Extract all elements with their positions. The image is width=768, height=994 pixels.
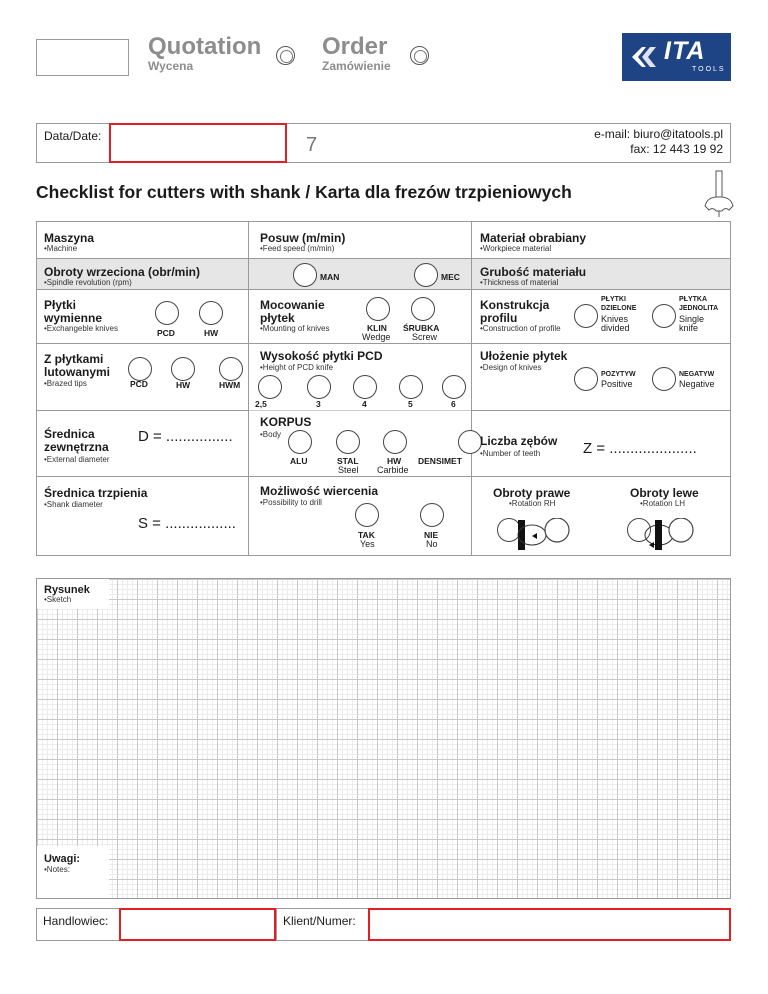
brazed-tips-label-1: Z płytkami — [44, 352, 104, 366]
feed-speed-sublabel: •Feed speed (m/min) — [260, 244, 335, 253]
rotation-lh-icon — [635, 518, 695, 552]
feed-speed-label: Posuw (m/min) — [260, 231, 346, 245]
knives-pcd-label: PCD — [157, 328, 175, 338]
mounting-label-1: Mocowanie — [260, 298, 325, 312]
single-knife-label-2: JEDNOLITA — [679, 305, 719, 312]
thickness-sublabel: •Thickness of material — [480, 278, 559, 287]
height-2-5-label: 2,5 — [255, 399, 267, 409]
body-steel-checkbox[interactable] — [336, 430, 360, 454]
spindle-revolution-sublabel: •Spindle revolution (rpm) — [44, 278, 132, 287]
height-4-label: 4 — [362, 399, 367, 409]
machine-sublabel: •Machine — [44, 244, 78, 253]
brazed-tips-sublabel: •Brazed tips — [44, 379, 87, 388]
screw-label: ŚRUBKA — [403, 323, 440, 333]
wedge-checkbox[interactable] — [366, 297, 390, 321]
drill-possibility-sublabel: •Possibility to drill — [260, 498, 322, 507]
external-diameter-field[interactable]: D = ................ — [138, 428, 233, 445]
body-alu-checkbox[interactable] — [288, 430, 312, 454]
sketch-sublabel: •Sketch — [44, 595, 72, 604]
man-checkbox[interactable] — [293, 263, 317, 287]
profile-construction-label-2: profilu — [480, 311, 518, 325]
negative-label: NEGATYW — [679, 371, 715, 378]
brazed-hw-checkbox[interactable] — [171, 357, 195, 381]
drill-yes-sublabel: Yes — [360, 539, 375, 549]
document-number: 7 — [306, 134, 318, 156]
order-subtitle: Zamówienie — [322, 59, 391, 73]
body-densimet-label: DENSIMET — [418, 456, 462, 466]
drill-possibility-label: Możliwość wiercenia — [260, 484, 379, 498]
knives-divided-checkbox[interactable] — [574, 304, 598, 328]
brazed-hwm-checkbox[interactable] — [219, 357, 243, 381]
rotation-lh-label: Obroty lewe — [630, 486, 699, 500]
body-densimet-checkbox[interactable] — [458, 430, 482, 454]
height-6-checkbox[interactable] — [442, 375, 466, 399]
date-input[interactable] — [109, 123, 287, 163]
brazed-pcd-label: PCD — [130, 379, 148, 389]
fax-text: fax: 12 443 19 92 — [630, 142, 723, 156]
body-carbide-label: HW — [387, 456, 402, 466]
salesperson-input[interactable] — [119, 908, 276, 941]
height-2-5-checkbox[interactable] — [258, 375, 282, 399]
quotation-checkbox[interactable] — [276, 46, 295, 65]
exchangeable-knives-label-2: wymienne — [44, 311, 103, 325]
single-knife-sublabel-1: Single — [679, 314, 705, 324]
body-label: KORPUS — [260, 415, 312, 429]
rotation-rh-label: Obroty prawe — [493, 486, 571, 500]
knives-pcd-checkbox[interactable] — [155, 301, 179, 325]
external-diameter-label-2: zewnętrzna — [44, 440, 109, 454]
knives-hw-checkbox[interactable] — [199, 301, 223, 325]
knives-divided-sublabel-2: divided — [601, 323, 630, 333]
rotation-rh-icon — [515, 518, 575, 552]
order-checkbox[interactable] — [410, 46, 429, 65]
positive-checkbox[interactable] — [574, 367, 598, 391]
single-knife-checkbox[interactable] — [652, 304, 676, 328]
spindle-revolution-label: Obroty wrzeciona (obr/min) — [44, 265, 201, 279]
brazed-hwm-label: HWM — [219, 380, 241, 390]
knife-design-label: Ułożenie płytek — [480, 349, 568, 363]
teeth-count-label: Liczba zębów — [480, 434, 558, 448]
mounting-label-2: płytek — [260, 311, 295, 325]
screw-sublabel: Screw — [412, 332, 438, 342]
email-text: e-mail: biuro@itatools.pl — [594, 127, 723, 141]
height-5-checkbox[interactable] — [399, 375, 423, 399]
drill-no-sublabel: No — [426, 539, 438, 549]
drill-yes-checkbox[interactable] — [355, 503, 379, 527]
rotation-rh-sublabel: •Rotation RH — [509, 499, 556, 508]
brazed-pcd-checkbox[interactable] — [128, 357, 152, 381]
sketch-label: Rysunek — [44, 584, 90, 596]
wedge-label: KLIN — [367, 323, 387, 333]
shank-diameter-label: Średnica trzpienia — [44, 486, 148, 500]
height-6-label: 6 — [451, 399, 456, 409]
drill-no-checkbox[interactable] — [420, 503, 444, 527]
logo-text: ITA — [664, 37, 706, 65]
sketch-grid[interactable] — [36, 578, 731, 899]
wedge-sublabel: Wedge — [362, 332, 391, 342]
exchangeable-knives-label-1: Płytki — [44, 298, 77, 312]
body-sublabel: •Body — [260, 430, 282, 439]
date-label: Data/Date: — [44, 129, 102, 143]
mec-label: MEC — [441, 272, 460, 282]
workpiece-material-label: Materiał obrabiany — [480, 231, 587, 245]
pcd-height-label: Wysokość płytki PCD — [260, 349, 383, 363]
logo-placeholder-box — [36, 39, 129, 76]
body-carbide-sublabel: Carbide — [377, 465, 409, 475]
knife-design-sublabel: •Design of knives — [480, 363, 542, 372]
height-5-label: 5 — [408, 399, 413, 409]
thickness-label: Grubość materiału — [480, 265, 587, 279]
external-diameter-label-1: Średnica — [44, 427, 95, 441]
profile-construction-sublabel: •Construction of profile — [480, 324, 561, 333]
body-carbide-checkbox[interactable] — [383, 430, 407, 454]
height-3-checkbox[interactable] — [307, 375, 331, 399]
drill-no-label: NIE — [424, 530, 439, 540]
exchangeable-knives-sublabel: •Exchangeble knives — [44, 324, 118, 333]
body-steel-label: STAL — [337, 456, 359, 466]
profile-construction-label-1: Konstrukcja — [480, 298, 550, 312]
notes-label: Uwagi: — [44, 853, 81, 865]
negative-checkbox[interactable] — [652, 367, 676, 391]
positive-sublabel: Positive — [601, 379, 633, 389]
salesperson-label: Handlowiec: — [43, 914, 109, 928]
client-number-input[interactable] — [368, 908, 731, 941]
quotation-title: Quotation — [148, 33, 262, 60]
knives-divided-sublabel-1: Knives — [601, 314, 629, 324]
machine-label: Maszyna — [44, 231, 95, 245]
positive-label: POZYTYW — [601, 371, 636, 378]
body-steel-sublabel: Steel — [338, 465, 359, 475]
teeth-count-sublabel: •Number of teeth — [480, 449, 541, 458]
screw-checkbox[interactable] — [411, 297, 435, 321]
mounting-sublabel: •Mounting of knives — [260, 324, 330, 333]
shank-diameter-sublabel: •Shank diameter — [44, 500, 103, 509]
pcd-height-sublabel: •Height of PCD knife — [260, 363, 334, 372]
height-4-checkbox[interactable] — [353, 375, 377, 399]
single-knife-sublabel-2: knife — [679, 323, 699, 333]
logo-subtext: TOOLS — [692, 66, 726, 73]
brazed-hw-label: HW — [176, 380, 191, 390]
logo-star-icon — [630, 43, 658, 71]
knives-divided-label-2: DZIELONE — [601, 305, 637, 312]
ita-tools-logo — [622, 33, 731, 81]
workpiece-material-sublabel: •Workpiece material — [480, 244, 552, 253]
drill-yes-label: TAK — [358, 530, 375, 540]
body-alu-label: ALU — [290, 456, 308, 466]
quotation-subtitle: Wycena — [148, 59, 194, 73]
single-knife-label-1: PŁYTKA — [679, 296, 707, 303]
page-title: Checklist for cutters with shank / Karta dla frezów trzpieniowych — [36, 182, 572, 202]
brazed-tips-label-2: lutowanymi — [44, 365, 111, 379]
height-3-label: 3 — [316, 399, 321, 409]
order-title: Order — [322, 33, 388, 60]
knives-hw-label: HW — [204, 328, 219, 338]
shank-cutter-icon — [703, 170, 735, 218]
external-diameter-sublabel: •External diameter — [44, 455, 110, 464]
man-label: MAN — [320, 272, 340, 282]
shank-diameter-field[interactable]: S = ................. — [138, 515, 236, 532]
client-number-label: Klient/Numer: — [283, 914, 356, 928]
knives-divided-label-1: PŁYTKI — [601, 296, 626, 303]
notes-sublabel: •Notes: — [44, 865, 70, 874]
negative-sublabel: Negative — [679, 379, 715, 389]
teeth-count-field[interactable]: Z = ..................... — [583, 440, 697, 457]
mec-checkbox[interactable] — [414, 263, 438, 287]
rotation-lh-sublabel: •Rotation LH — [640, 499, 686, 508]
